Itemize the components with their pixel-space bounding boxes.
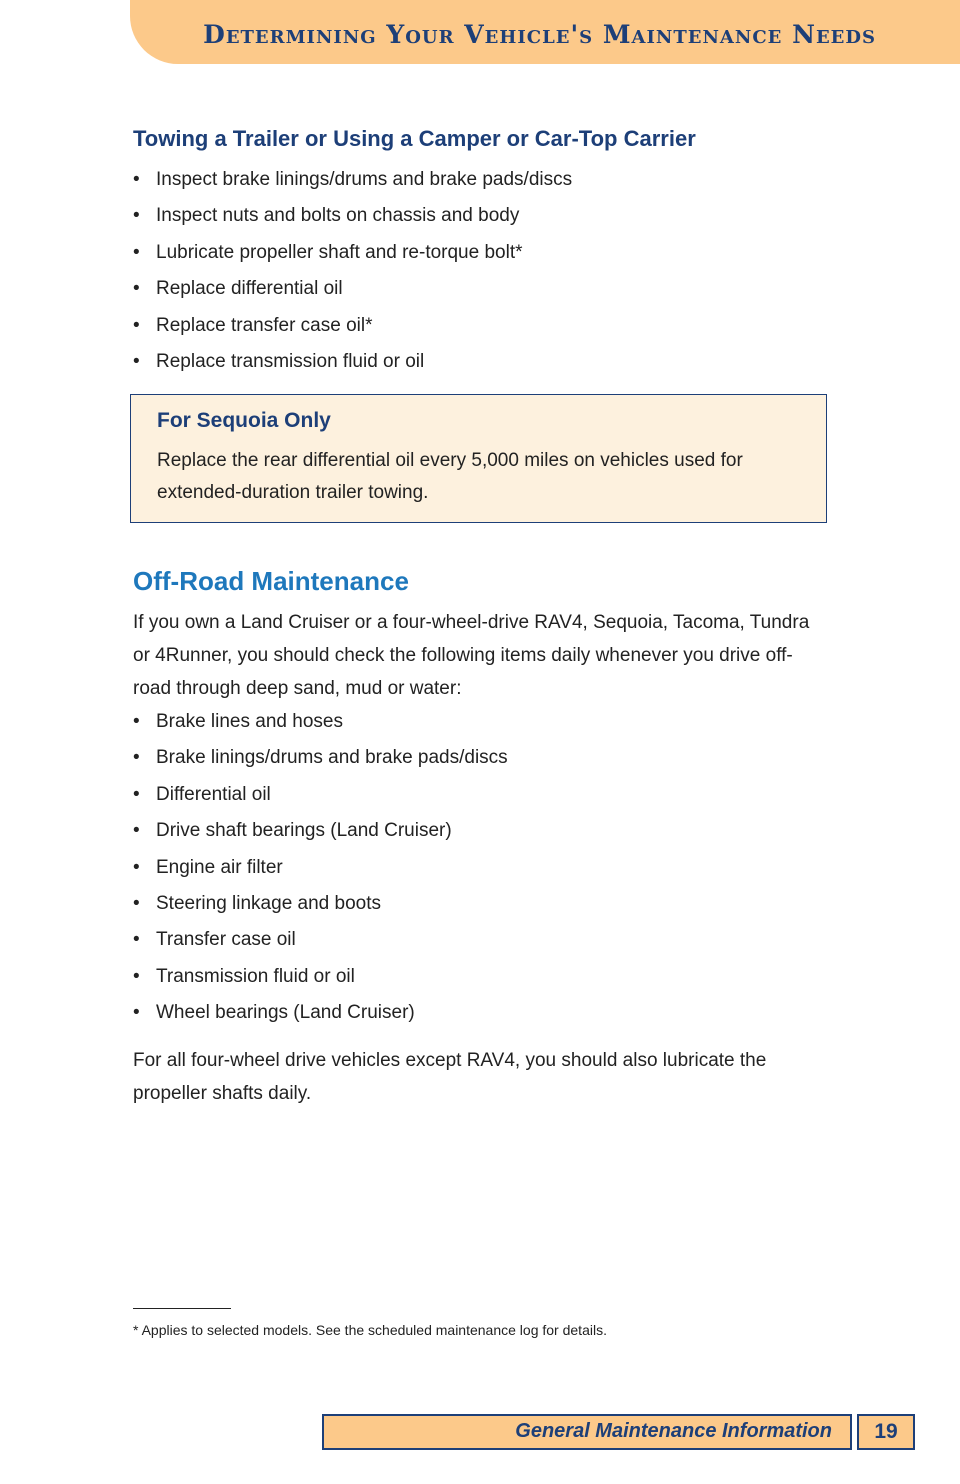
footnote: * Applies to selected models. See the scheduled maintenance log for details. bbox=[133, 1322, 607, 1338]
note-title: For Sequoia Only bbox=[157, 409, 331, 432]
list-item: • Replace transmission fluid or oil bbox=[133, 344, 572, 380]
page-title: Determining Your Vehicle's Maintenance Needs bbox=[203, 20, 876, 49]
list-item: • Wheel bearings (Land Cruiser) bbox=[133, 995, 508, 1031]
header-band bbox=[130, 0, 960, 64]
offroad-list bbox=[133, 704, 508, 1032]
list-item: • Transmission fluid or oil bbox=[133, 959, 508, 995]
list-item: • Inspect nuts and bolts on chassis and body bbox=[133, 198, 572, 234]
page-number: 19 bbox=[857, 1414, 915, 1450]
list-item: • Differential oil bbox=[133, 777, 508, 813]
list-item: • Drive shaft bearings (Land Cruiser) bbox=[133, 813, 508, 849]
list-item: • Steering linkage and boots bbox=[133, 886, 508, 922]
list-item: • Replace differential oil bbox=[133, 271, 572, 307]
list-item: • Engine air filter bbox=[133, 850, 508, 886]
note-body: Replace the rear differential oil every 5,000 miles on vehicles used for extended-duration trailer towing. bbox=[157, 450, 743, 503]
list-item: • Brake lines and hoses bbox=[133, 704, 508, 740]
offroad-closing: For all four-wheel drive vehicles except RAV4, you should also lubricate the propeller shafts daily. bbox=[133, 1050, 767, 1104]
list-item: • Replace transfer case oil* bbox=[133, 308, 572, 344]
footer-section-label: General Maintenance Information bbox=[515, 1420, 832, 1442]
footer-bar bbox=[322, 1414, 852, 1450]
sequoia-note-box bbox=[130, 394, 827, 523]
list-item: • Transfer case oil bbox=[133, 922, 508, 958]
list-item: • Inspect brake linings/drums and brake pads/discs bbox=[133, 162, 572, 198]
offroad-intro: If you own a Land Cruiser or a four-wheel-drive RAV4, Sequoia, Tacoma, Tundra or 4Runner, you should check the following items daily whenever you drive off-road through deep sand, mud or water: bbox=[133, 612, 810, 699]
offroad-heading: Off-Road Maintenance bbox=[133, 566, 409, 596]
towing-heading: Towing a Trailer or Using a Camper or Car-Top Carrier bbox=[133, 126, 696, 151]
list-item: • Brake linings/drums and brake pads/discs bbox=[133, 740, 508, 776]
footnote-divider bbox=[133, 1308, 231, 1309]
towing-list bbox=[133, 162, 572, 380]
list-item: • Lubricate propeller shaft and re-torque bolt* bbox=[133, 235, 572, 271]
